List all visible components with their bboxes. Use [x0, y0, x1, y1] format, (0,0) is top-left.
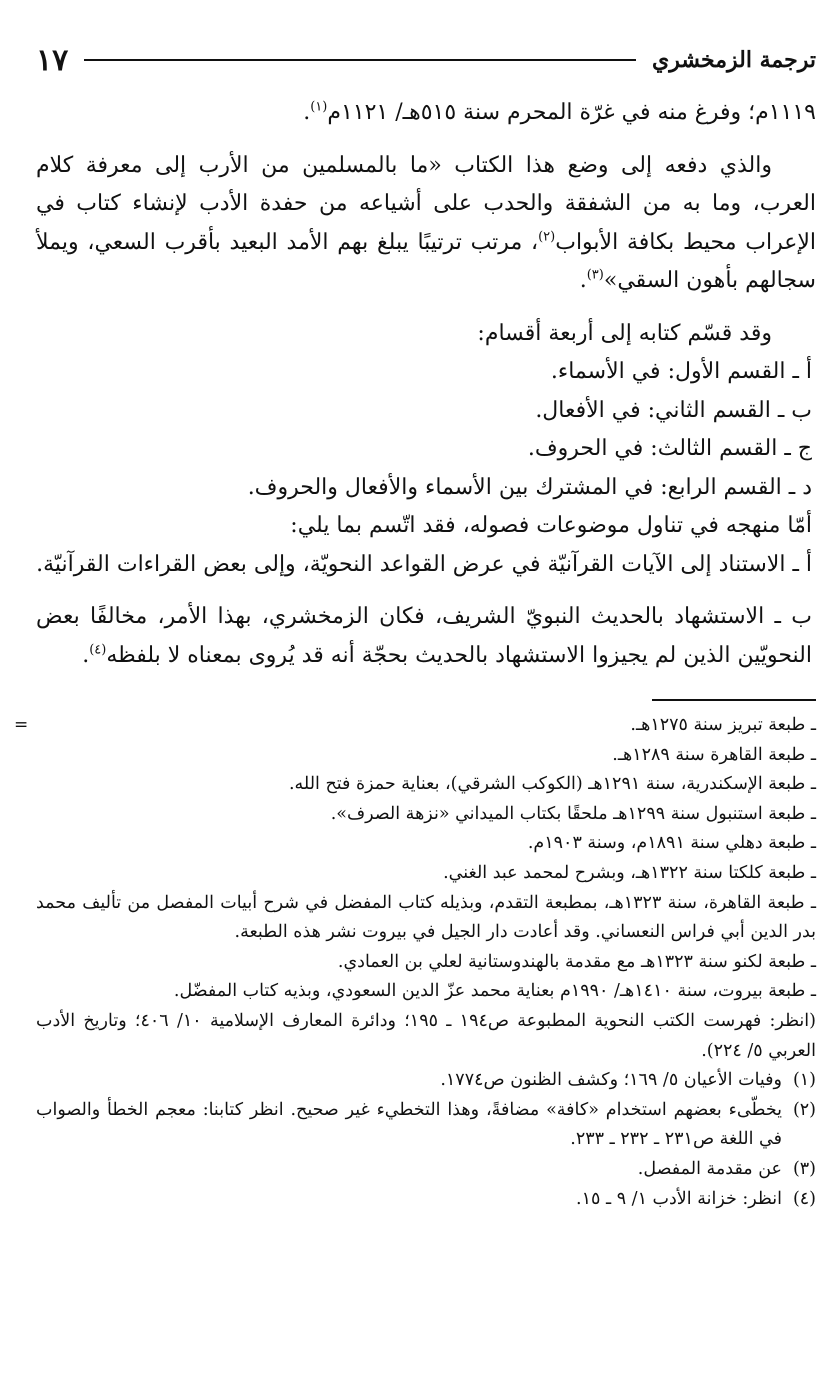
see-also-note: (انظر: فهرست الكتب النحوية المطبوعة ص١٩٤ ـ ١٩٥؛ ودائرة المعارف الإسلامية ١٠/ ٤٠٦؛ وتاريخ الأدب العربي ٥/ ٢٢٤).	[36, 1010, 816, 1061]
running-header	[36, 40, 816, 80]
footnote-ref[interactable]: (٣)	[586, 267, 604, 283]
page-number: ١٧	[36, 42, 69, 78]
footnote-ref[interactable]: (١)	[310, 99, 328, 115]
main-text	[36, 94, 816, 675]
edition-item: ـ طبعة القاهرة سنة ١٢٨٩هـ.	[612, 744, 816, 765]
header-rule	[84, 59, 636, 61]
footnote-number: (٤)	[792, 1188, 816, 1209]
edition-item: ـ طبعة الإسكندرية، سنة ١٢٩١هـ (الكوكب الشرقي)، بعناية حمزة فتح الله.	[288, 774, 816, 795]
footnote-item	[36, 1185, 816, 1215]
footnote-text: يخطّىء بعضهم استخدام «كافة» مضافةً، وهذا التخطيء غير صحيح. انظر كتابنا: معجم الخطأ والصواب في اللغة ص٢٣١ ـ ٢٣٢ ـ ٢٣٣.	[36, 1099, 782, 1150]
footnote-ref[interactable]: (٤)	[89, 642, 107, 658]
footnote-item	[36, 1155, 816, 1185]
footnote-separator	[652, 699, 816, 701]
footnote-item	[36, 1096, 816, 1155]
footnotes	[14, 711, 816, 1214]
footnote-text: وفيات الأعيان ٥/ ١٦٩؛ وكشف الظنون ص١٧٧٤.	[440, 1070, 782, 1091]
edition-item: ـ طبعة القاهرة، سنة ١٣٢٣هـ، بمطبعة التقدم، وبذيله كتاب المفضل في شرح أبيات المفصل من تأليف محمد بدر الدين أبي فراس النعساني. وقد أعادت دار الجيل في بيروت نشر هذه الطبعة.	[36, 892, 816, 943]
edition-item: ـ طبعة دهلي سنة ١٨٩١م، وسنة ١٩٠٣م.	[527, 833, 816, 854]
book-page	[14, 40, 817, 1373]
division-item: د ـ القسم الرابع: في المشترك بين الأسماء والأفعال والحروف.	[247, 474, 812, 500]
division-item: أ ـ القسم الأول: في الأسماء.	[550, 359, 812, 384]
division-item: ب ـ القسم الثاني: في الأفعال.	[535, 397, 812, 423]
running-title: ترجمة الزمخشري	[652, 47, 816, 73]
edition-item: ـ طبعة كلكتا سنة ١٣٢٢هـ، وبشرح لمحمد عبد الغني.	[443, 862, 816, 883]
footnote-number: (١)	[792, 1070, 816, 1091]
footnote-ref[interactable]: (٢)	[538, 229, 556, 245]
method-intro: أمّا منهجه في تناول موضوعات فصوله، فقد اتّسم بما يلي:	[290, 513, 812, 538]
footnote-text: عن مقدمة المفصل.	[637, 1158, 782, 1179]
method-item: ب ـ الاستشهاد بالحديث النبويّ الشريف، فكان الزمخشري، بهذا الأمر، مخالفًا بعض النحويّين الذين لم يجيزوا الاستشهاد بالحديث بحجّة أنه قد يُروى بمعناه لا بلفظه$^{(٤)}$.	[36, 604, 812, 668]
paragraph-motivation: والذي دفعه إلى وضع هذا الكتاب «ما بالمسلمين من الأرب إلى معرفة كلام العرب، وما به من الشفقة والحدب على أشياعه من حفدة الأدب لإنشاء كتاب في الإعراب محيط بكافة الأبواب$^{(٢)}$، مرتب ترتيبًا يبلغ بهم الأمد البعيد بأقرب السعي، ويملأ سجالهم بأهون السقي»$^{(٣)}$.	[36, 152, 817, 293]
edition-item: ـ طبعة بيروت، سنة ١٤١٠هـ/ ١٩٩٠م بعناية محمد عزّ الدين السعودي، وبذيه كتاب المفضّل.	[173, 981, 816, 1002]
method-item: أ ـ الاستناد إلى الآيات القرآنيّة في عرض القواعد النحويّة، وإلى بعض القراءات القرآنيّة.	[36, 551, 812, 577]
footnote-number: (٢)	[792, 1099, 816, 1120]
continuation-mark: =	[14, 715, 29, 735]
footnote-item	[36, 1066, 816, 1096]
division-item: ج ـ القسم الثالث: في الحروف.	[527, 436, 812, 461]
footnote-text: انظر: خزانة الأدب ١/ ٩ ـ ١٥.	[576, 1188, 782, 1209]
divisions-intro: وقد قسّم كتابه إلى أربعة أقسام:	[477, 320, 772, 346]
edition-item: ـ طبعة تبريز سنة ١٢٧٥هـ.	[630, 715, 816, 735]
footnote-number: (٣)	[792, 1158, 816, 1179]
edition-item: ـ طبعة استنبول سنة ١٢٩٩هـ ملحقًا بكتاب الميداني «نزهة الصرف».	[330, 803, 816, 824]
edition-item: ـ طبعة لكنو سنة ١٣٢٣هـ مع مقدمة بالهندوستانية لعلي بن العمادي.	[337, 951, 816, 972]
opening-line: ١١١٩م؛ وفرغ منه في غرّة المحرم سنة ٥١٥هـ/ ١١٢١م$^{(١)}$.	[303, 99, 816, 125]
